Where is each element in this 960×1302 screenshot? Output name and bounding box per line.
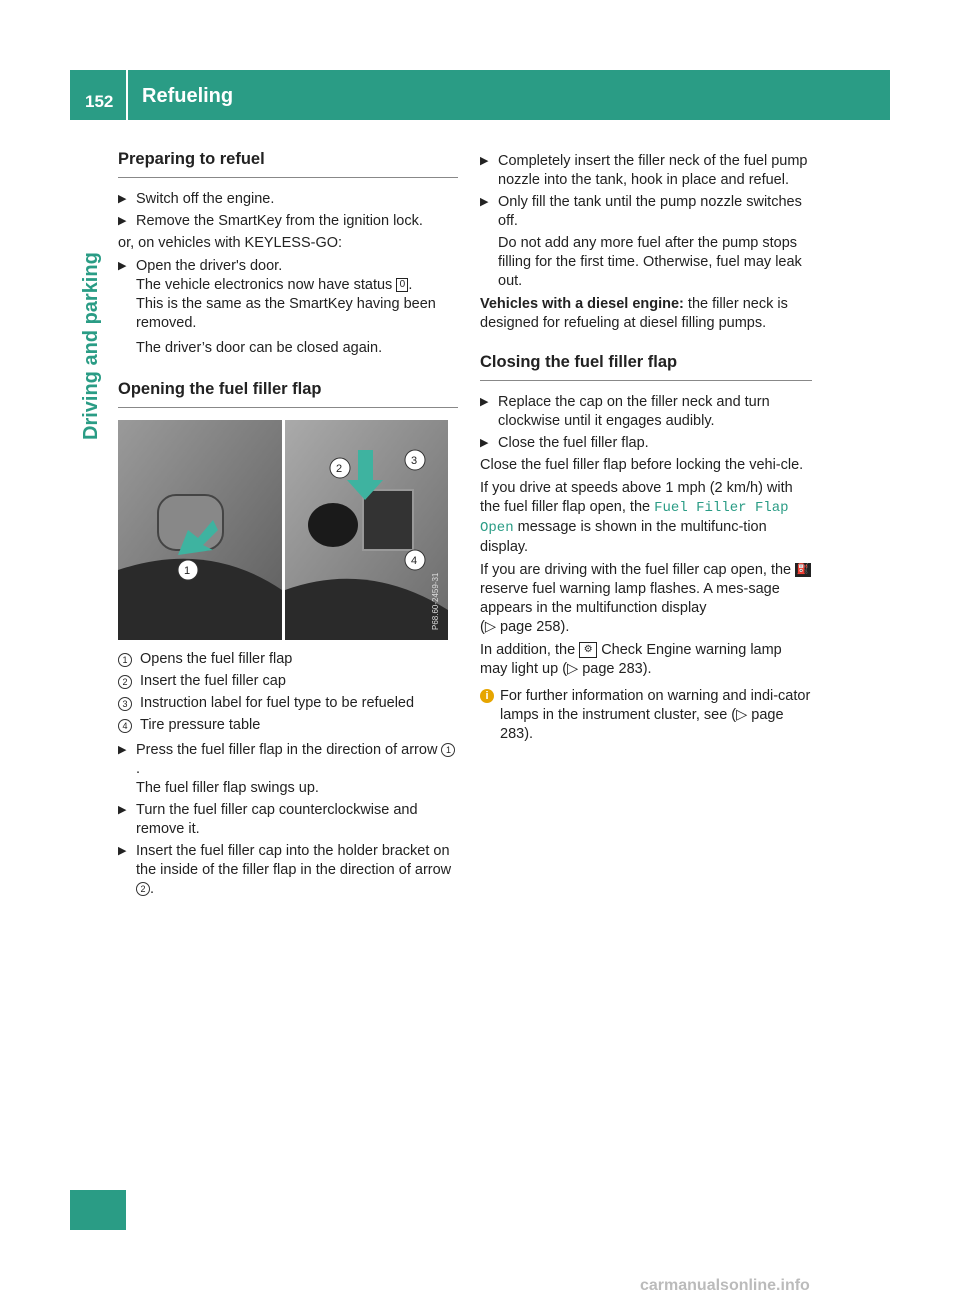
- svg-text:2: 2: [336, 463, 343, 475]
- fuel-pump-icon: ⛽: [796, 564, 810, 576]
- door-note: The driver’s door can be closed again.: [136, 340, 383, 356]
- arrow-icon: ▶: [118, 215, 127, 227]
- lock-note: Close the fuel filler flap before locking the vehi-cle.: [480, 457, 804, 473]
- legend-2: 2 Insert the fuel filler cap: [118, 672, 458, 691]
- status-zero-icon: 0: [396, 278, 408, 292]
- alt-text: or, on vehicles with KEYLESS-GO:: [118, 235, 343, 251]
- step-open-door: ▶ Open the driver's door. The vehicle electronics now have status 0 . This is the same as the SmartKey having been removed.: [118, 258, 436, 331]
- legend-3: 3 Instruction label for fuel type to be refueled: [118, 694, 458, 713]
- svg-text:1: 1: [184, 565, 191, 577]
- display-message: Fuel Filler Flap Open: [480, 500, 789, 536]
- fuel-flap-image: [118, 420, 448, 640]
- cap-open-note: If you are driving with the fuel filler cap open, the ⛽ reserve fuel warning lamp flashes. A mes-sage appears in the multifunction display (▷ page 258).: [480, 562, 810, 635]
- arrow-icon: ▶: [118, 193, 127, 205]
- left-column: [118, 150, 458, 902]
- legend-4: 4 Tire pressure table: [118, 716, 458, 735]
- check-engine-icon: ⚙: [579, 642, 597, 658]
- step-fill-tank: ▶ Only fill the tank until the pump nozzle switches off.: [480, 194, 802, 229]
- info-icon: i: [480, 689, 494, 703]
- arrow-icon: ▶: [480, 155, 489, 167]
- speed-note: If you drive at speeds above 1 mph (2 km/h) with the fuel filler flap open, the Fuel Filler Flap Open message is shown in the multifunc-tion display.: [480, 480, 793, 555]
- diesel-note: Vehicles with a diesel engine: the filler neck is designed for refueling at diesel filling pumps.: [480, 296, 788, 331]
- watermark: carmanualsonline.info: [640, 1277, 810, 1294]
- fuel-flap-figure: [118, 420, 448, 640]
- arrow-icon: ▶: [118, 744, 127, 756]
- info-note: i For further information on warning and indi-cator lamps in the instrument cluster, see (▷ page 283).: [480, 687, 812, 744]
- page-title: Refueling: [142, 85, 234, 107]
- arrow-icon: ▶: [480, 196, 489, 208]
- page-header: [70, 70, 890, 120]
- step-switch-off: ▶ Switch off the engine.: [118, 191, 275, 207]
- step-remove-key: ▶ Remove the SmartKey from the ignition lock.: [118, 213, 423, 229]
- fill-note: Do not add any more fuel after the pump stops filling for the first time. Otherwise, fuel may leak out.: [498, 235, 802, 289]
- section-label: Driving and parking: [80, 252, 102, 440]
- arrow-icon: ▶: [480, 437, 489, 449]
- page-number: 152: [85, 92, 114, 111]
- step-replace-cap: ▶ Replace the cap on the filler neck and turn clockwise until it engages audibly.: [480, 394, 770, 429]
- step-turn-cap: ▶ Turn the fuel filler cap counterclockwise and remove it.: [118, 802, 418, 837]
- step-insert-nozzle: ▶ Completely insert the filler neck of the fuel pump nozzle into the tank, hook in place and refuel.: [480, 153, 808, 188]
- arrow-icon: ▶: [118, 804, 127, 816]
- legend-1: 1 Opens the fuel filler flap: [118, 650, 458, 669]
- svg-text:4: 4: [411, 555, 418, 567]
- heading-closing: Closing the fuel filler flap: [480, 353, 812, 381]
- section-marker: [70, 1190, 126, 1230]
- figure-code: P68.60-2459-31: [431, 572, 440, 630]
- arrow-icon: ▶: [480, 396, 489, 408]
- heading-preparing: Preparing to refuel: [118, 150, 458, 178]
- step-press-flap: ▶ Press the fuel filler flap in the direction of arrow 1. The fuel filler flap swings up.: [118, 741, 458, 798]
- check-engine-note: In addition, the ⚙ Check Engine warning lamp may light up (▷ page 283).: [480, 642, 782, 677]
- arrow-icon: ▶: [118, 845, 127, 857]
- heading-opening: Opening the fuel filler flap: [118, 380, 458, 408]
- step-close-flap: ▶ Close the fuel filler flap.: [480, 435, 649, 451]
- svg-text:3: 3: [411, 455, 418, 467]
- arrow-icon: ▶: [118, 260, 127, 272]
- right-column: [480, 150, 812, 744]
- step-insert-cap: ▶ Insert the fuel filler cap into the holder bracket on the inside of the filler flap in the direction of arrow 2 .: [118, 843, 452, 897]
- header-divider: [126, 70, 128, 120]
